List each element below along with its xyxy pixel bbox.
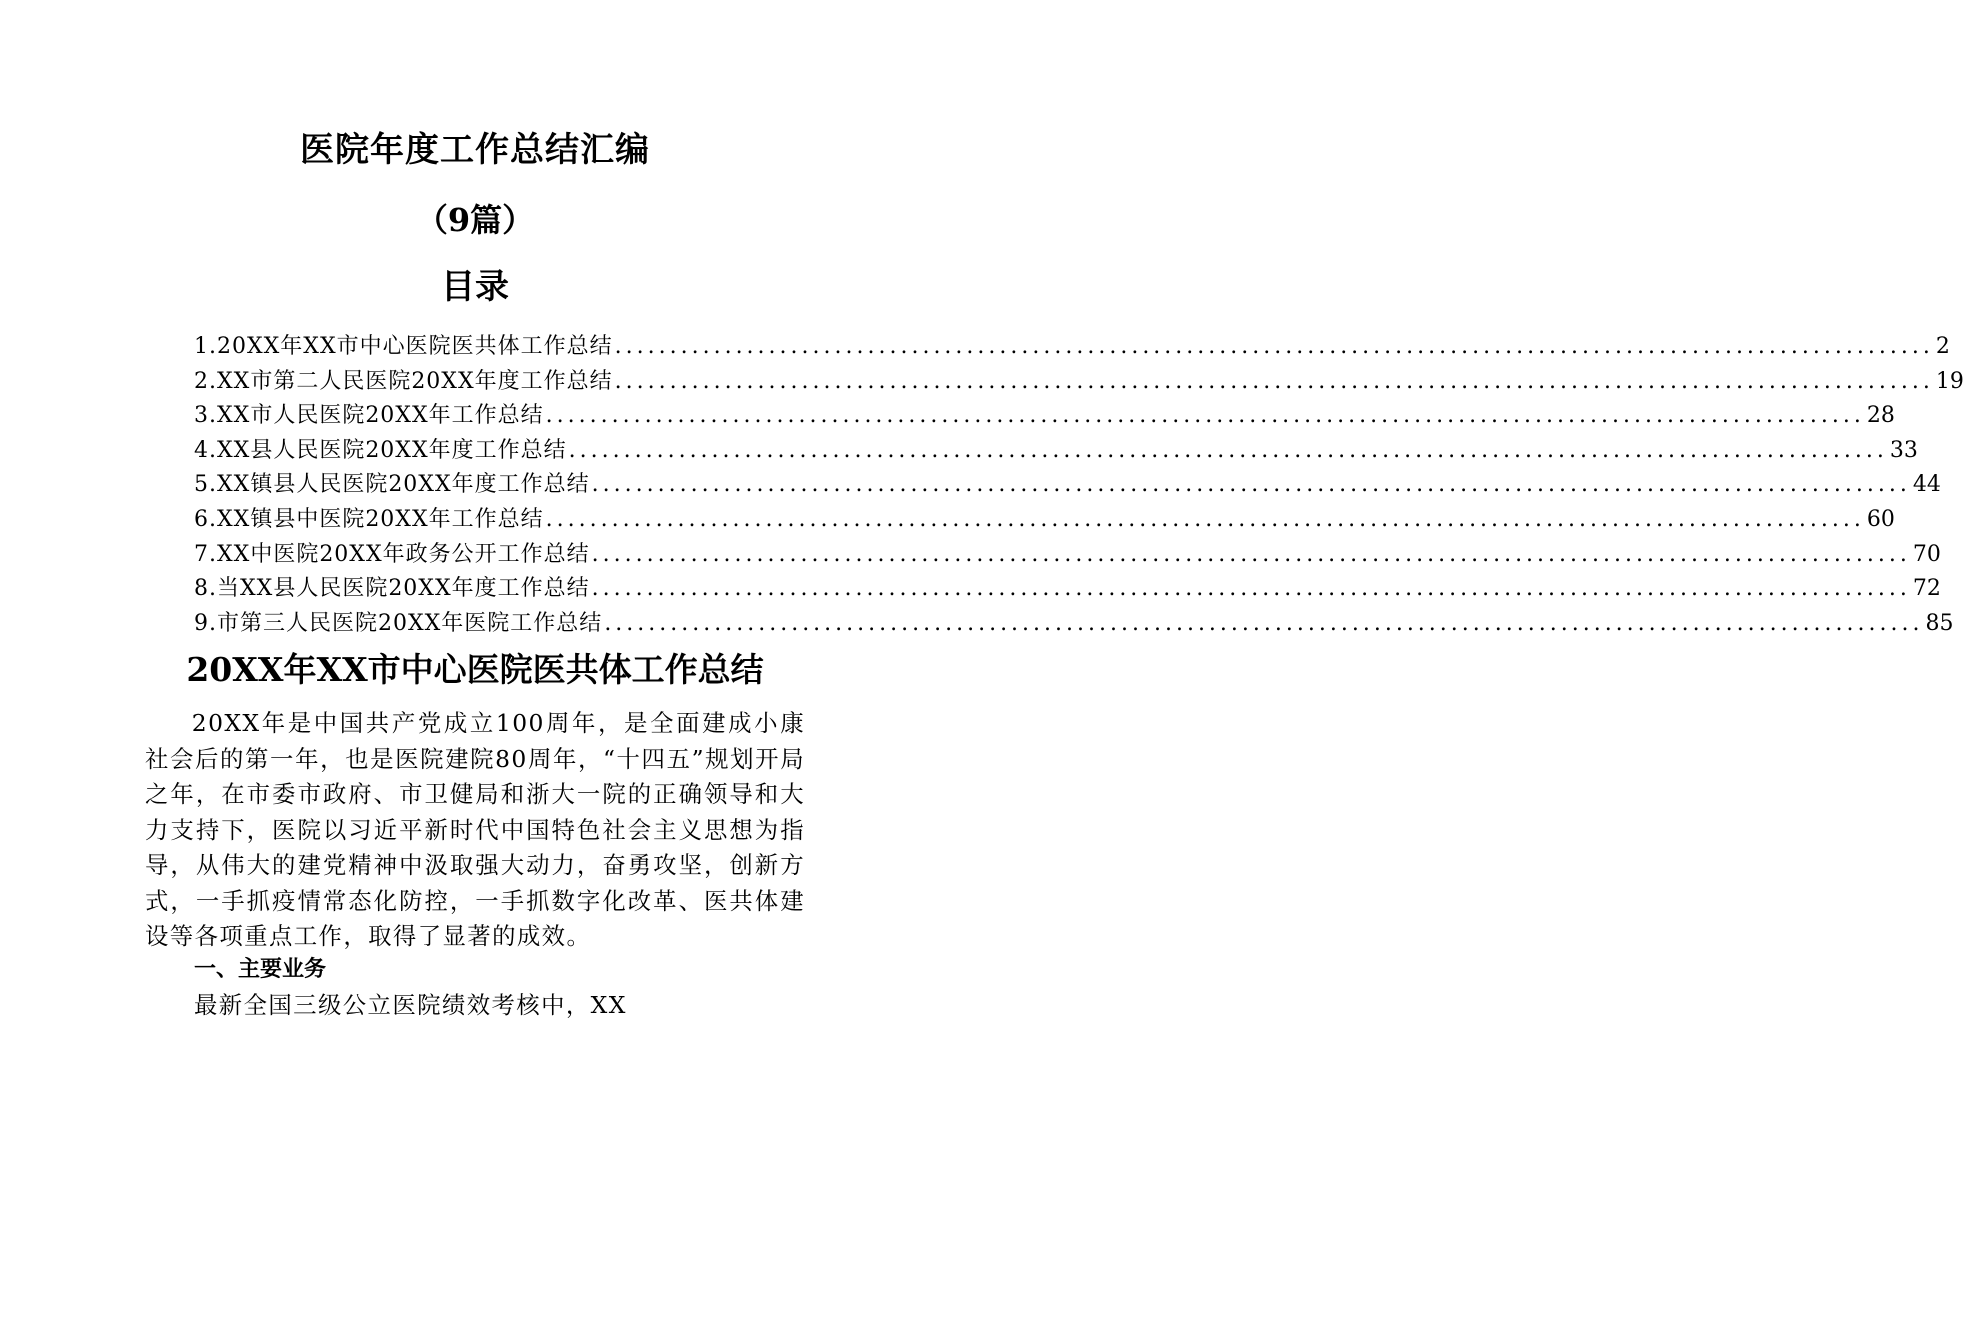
toc-item[interactable] bbox=[194, 399, 1895, 434]
toc-leader: ........................................................................................................................ bbox=[614, 368, 1934, 394]
toc-leader: ........................................................................................................................ bbox=[545, 403, 1865, 429]
toc-leader: ........................................................................................................................ bbox=[545, 506, 1865, 532]
toc-item[interactable] bbox=[194, 572, 1941, 607]
toc-item-label: 9.市第三人民医院20XX年医院工作总结 bbox=[194, 610, 603, 636]
toc-leader: ........................................................................................................................ bbox=[604, 610, 1924, 636]
toc-leader: ........................................................................................................................ bbox=[568, 437, 1888, 463]
toc-item[interactable] bbox=[194, 503, 1895, 538]
toc-item-page: 60 bbox=[1866, 506, 1895, 532]
toc-item[interactable] bbox=[194, 365, 1964, 400]
toc-leader: ........................................................................................................................ bbox=[614, 334, 1934, 359]
toc-item[interactable] bbox=[194, 330, 1950, 365]
toc-item-label: 4.XX县人民医院20XX年度工作总结 bbox=[194, 437, 567, 463]
toc-leader: ........................................................................................................................ bbox=[591, 541, 1911, 567]
toc-item-page: 85 bbox=[1925, 610, 1954, 636]
toc-item[interactable] bbox=[194, 607, 1954, 642]
toc-item[interactable] bbox=[194, 538, 1941, 573]
toc-item-page: 44 bbox=[1912, 472, 1941, 498]
toc-item-label: 3.XX市人民医院20XX年工作总结 bbox=[194, 403, 544, 429]
document-count: （9篇） bbox=[415, 201, 535, 239]
toc-item-label: 8.当XX县人民医院20XX年度工作总结 bbox=[194, 576, 590, 602]
body-paragraph: 20XX年是中国共产党成立100周年，是全面建成小康社会后的第一年，也是医院建院80周年，“十四五”规划开局之年，在市委市政府、市卫健局和浙大一院的正确领导和大力支持下，医院以习近平新时代中国特色社会主义思想为指导，从伟大的建党精神中汲取强大动力，奋勇攻坚，创新方式，一手抓疫情常态化防控，一手抓数字化改革、医共体建设等各项重点工作，取得了显著的成效。 bbox=[145, 709, 805, 950]
table-of-contents bbox=[194, 330, 1964, 641]
toc-heading: 目录 bbox=[441, 267, 509, 307]
toc-leader: ........................................................................................................................ bbox=[591, 576, 1911, 602]
toc-item-page: 28 bbox=[1866, 403, 1895, 429]
toc-item-label: 2.XX市第二人民医院20XX年度工作总结 bbox=[194, 368, 613, 394]
toc-item-page: 33 bbox=[1889, 437, 1918, 463]
toc-item-page: 19 bbox=[1935, 368, 1964, 394]
section-subheading: 一、主要业务 bbox=[194, 957, 327, 982]
toc-item-page: 72 bbox=[1912, 576, 1941, 602]
toc-item-page: 70 bbox=[1912, 541, 1941, 567]
toc-item-label: 6.XX镇县中医院20XX年工作总结 bbox=[194, 506, 544, 532]
document-title: 医院年度工作总结汇编 bbox=[300, 130, 650, 170]
toc-item-label: 1.20XX年XX市中心医院医共体工作总结 bbox=[194, 334, 613, 359]
toc-item[interactable] bbox=[194, 434, 1918, 469]
section-title: 20XX年XX市中心医院医共体工作总结 bbox=[186, 650, 764, 689]
body-paragraph-continued: 最新全国三级公立医院绩效考核中，XX bbox=[194, 991, 627, 1019]
toc-item[interactable] bbox=[194, 468, 1941, 503]
toc-item-label: 5.XX镇县人民医院20XX年度工作总结 bbox=[194, 472, 590, 498]
toc-item-label: 7.XX中医院20XX年政务公开工作总结 bbox=[194, 541, 590, 567]
toc-leader: ........................................................................................................................ bbox=[591, 472, 1911, 498]
toc-item-page: 2 bbox=[1935, 334, 1950, 359]
